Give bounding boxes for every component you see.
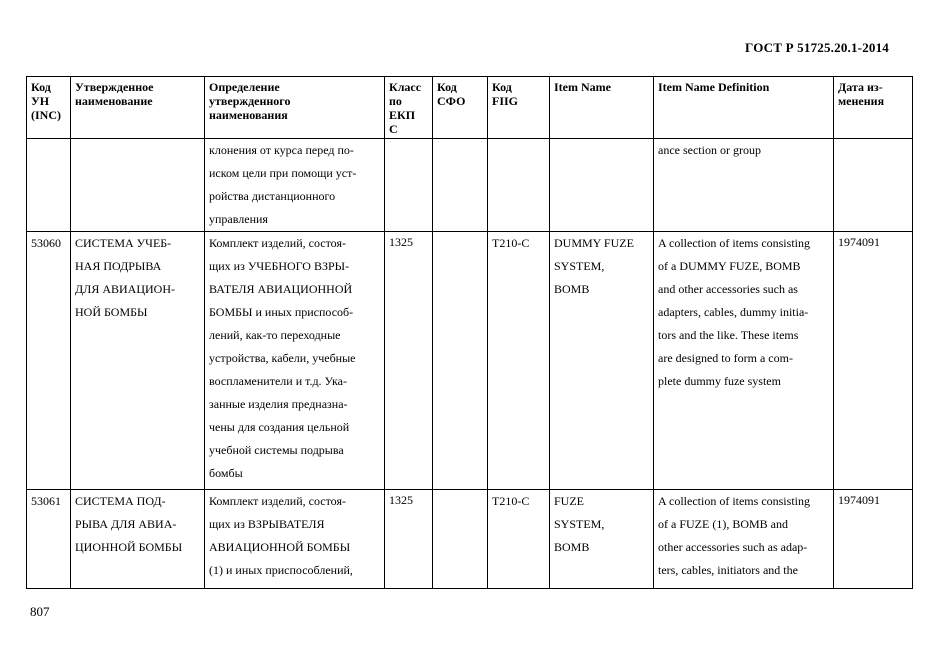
col-header-inc: Код УН (INC) <box>27 77 71 139</box>
cell-item-name: FUZE SYSTEM, BOMB <box>550 490 654 589</box>
document-header: ГОСТ Р 51725.20.1-2014 <box>745 40 889 55</box>
cell-fiig <box>488 139 550 232</box>
cell-approved-name: СИСТЕМА ПОД- РЫВА ДЛЯ АВИА- ЦИОННОЙ БОМБЫ <box>71 490 205 589</box>
table-row <box>27 232 913 490</box>
table-row <box>27 490 913 589</box>
cell-item-name: DUMMY FUZE SYSTEM, BOMB <box>550 232 654 490</box>
cell-sfo <box>433 232 488 490</box>
cell-definition: клонения от курса перед по- иском цели при помощи уст- ройства дистанционного управления <box>205 139 385 232</box>
cell-item-name <box>550 139 654 232</box>
col-header-definition: Определение утвержденного наименования <box>205 77 385 139</box>
col-header-item-name: Item Name <box>550 77 654 139</box>
cell-sfo <box>433 490 488 589</box>
col-header-class: Класс по ЕКП С <box>385 77 433 139</box>
cell-approved-name <box>71 139 205 232</box>
col-header-date: Дата из- менения <box>834 77 913 139</box>
table-row <box>27 139 913 232</box>
cell-item-definition: A collection of items consisting of a FUZE (1), BOMB and other accessories such as adap- ters, cables, initiators and the <box>654 490 834 589</box>
cell-sfo <box>433 139 488 232</box>
col-header-fiig: Код FIIG <box>488 77 550 139</box>
nomenclature-table <box>26 76 913 589</box>
col-header-approved-name: Утвержденное наименование <box>71 77 205 139</box>
cell-class: 1325 <box>385 232 433 490</box>
cell-item-definition: ance section or group <box>654 139 834 232</box>
cell-class <box>385 139 433 232</box>
cell-date: 1974091 <box>834 490 913 589</box>
cell-date <box>834 139 913 232</box>
cell-approved-name: СИСТЕМА УЧЕБ- НАЯ ПОДРЫВА ДЛЯ АВИАЦИОН- НОЙ БОМБЫ <box>71 232 205 490</box>
cell-class: 1325 <box>385 490 433 589</box>
cell-fiig: T210-C <box>488 232 550 490</box>
cell-item-definition: A collection of items consisting of a DUMMY FUZE, BOMB and other accessories such as adapters, cables, dummy initia- tors and the like. These items are designed to form a com- plete dummy fuze system <box>654 232 834 490</box>
col-header-sfo: Код СФО <box>433 77 488 139</box>
table-header-row <box>27 77 913 139</box>
cell-definition: Комплект изделий, состоя- щих из ВЗРЫВАТЕЛЯ АВИАЦИОННОЙ БОМБЫ (1) и иных приспособлений, <box>205 490 385 589</box>
cell-definition: Комплект изделий, состоя- щих из УЧЕБНОГО ВЗРЫ- ВАТЕЛЯ АВИАЦИОННОЙ БОМБЫ и иных приспособ- лений, как-то переходные устройства, кабели, учебные воспламенители и т.д. Ука- занные изделия предназна- чены для создания цельной учебной системы подрыва бомбы <box>205 232 385 490</box>
cell-inc: 53060 <box>27 232 71 490</box>
cell-fiig: T210-C <box>488 490 550 589</box>
cell-date: 1974091 <box>834 232 913 490</box>
cell-inc <box>27 139 71 232</box>
page-number: 807 <box>30 604 50 619</box>
cell-inc: 53061 <box>27 490 71 589</box>
col-header-item-definition: Item Name Definition <box>654 77 834 139</box>
